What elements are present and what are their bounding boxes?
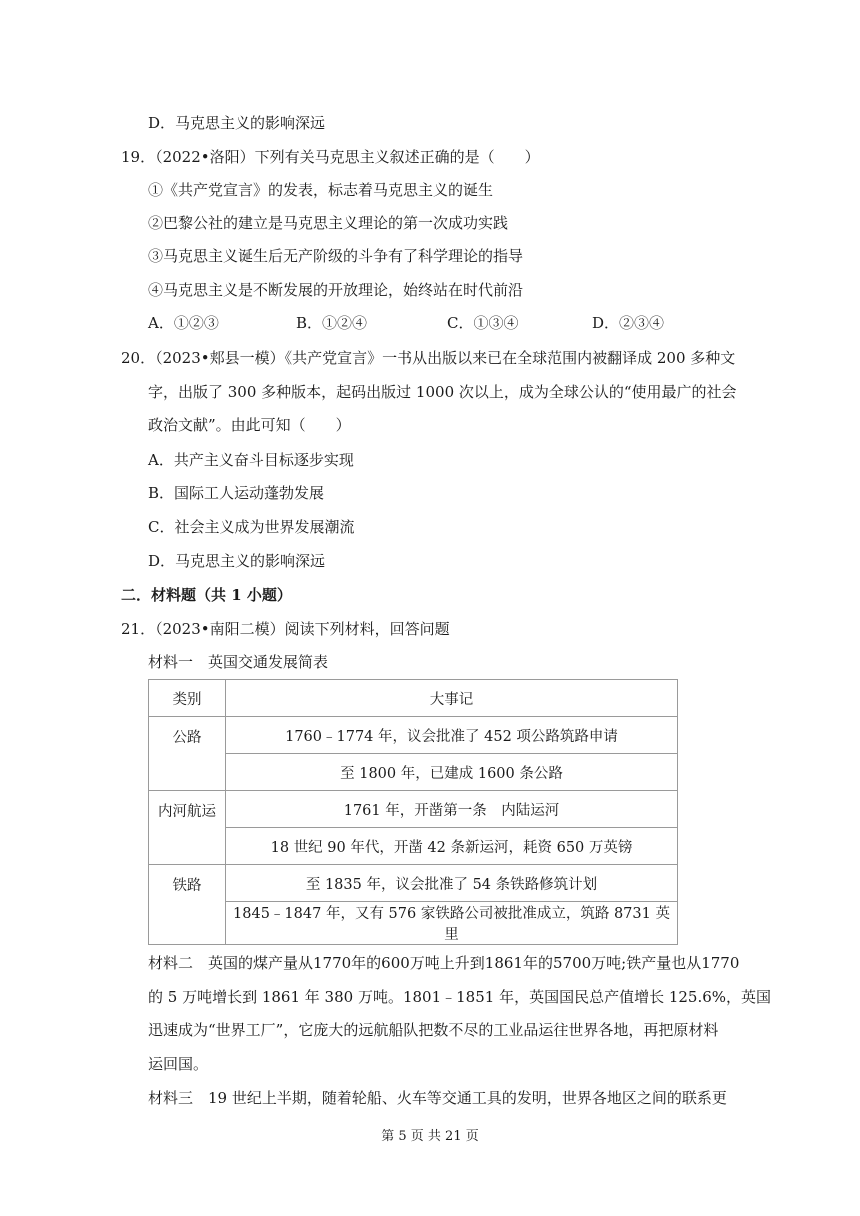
table-row bbox=[149, 865, 678, 902]
q19-option-a: A．①②③ bbox=[148, 314, 219, 332]
q20-option-c: C．社会主义成为世界发展潮流 bbox=[148, 518, 355, 536]
q19-stem: 19．（2022•洛阳）下列有关马克思主义叙述正确的是（ ） bbox=[121, 148, 540, 166]
q18-option-d: D．马克思主义的影响深远 bbox=[148, 114, 326, 132]
page-footer: 第 5 页 共 21 页 bbox=[381, 1129, 479, 1144]
table-row bbox=[149, 754, 678, 791]
q19-option-c: C．①③④ bbox=[447, 314, 519, 332]
table-category-road: 公路 bbox=[149, 717, 226, 791]
q19-statement-3: ③马克思主义诞生后无产阶级的斗争有了科学理论的指导 bbox=[148, 247, 524, 265]
material2-line-3: 迅速成为“世界工厂”，它庞大的远航船队把数不尽的工业品运往世界各地，再把原材料 bbox=[148, 1021, 719, 1039]
q20-stem-line-1: 20．（2023•郏县一模）《共产党宣言》一书从出版以来已在全球范围内被翻译成 200 多种文 bbox=[121, 349, 736, 367]
table-header-row bbox=[149, 680, 678, 717]
q19-option-b: B．①②④ bbox=[296, 314, 368, 332]
table-row bbox=[149, 902, 678, 945]
q20-option-a: A．共产主义奋斗目标逐步实现 bbox=[148, 451, 354, 469]
table-event: 1761 年，开凿第一条 内陆运河 bbox=[226, 791, 678, 828]
transport-table bbox=[148, 679, 678, 945]
material2-line-1: 材料二 英国的煤产量从1770年的600万吨上升到1861年的5700万吨;铁产量也从1770 bbox=[148, 954, 740, 972]
table-row bbox=[149, 828, 678, 865]
q19-statement-4: ④马克思主义是不断发展的开放理论，始终站在时代前沿 bbox=[148, 281, 524, 299]
table-event: 至 1800 年，已建成 1600 条公路 bbox=[226, 754, 678, 791]
table-header-category: 类别 bbox=[149, 680, 226, 717]
q20-stem-line-2: 字，出版了 300 多种版本，起码出版过 1000 次以上，成为全球公认的“使用最广的社会 bbox=[148, 383, 737, 401]
table-event: 1845﹣1847 年，又有 576 家铁路公司被批准成立，筑路 8731 英里 bbox=[226, 902, 678, 945]
material1-title: 材料一 英国交通发展简表 bbox=[148, 653, 329, 671]
table-event: 至 1835 年，议会批准了 54 条铁路修筑计划 bbox=[226, 865, 678, 902]
table-category-railway: 铁路 bbox=[149, 865, 226, 945]
q19-statement-2: ②巴黎公社的建立是马克思主义理论的第一次成功实践 bbox=[148, 214, 509, 232]
q20-stem-line-3: 政治文献”。由此可知（ ） bbox=[148, 416, 351, 434]
table-row bbox=[149, 717, 678, 754]
q19-statement-1: ①《共产党宣言》的发表，标志着马克思主义的诞生 bbox=[148, 181, 494, 199]
material2-line-2: 的 5 万吨增长到 1861 年 380 万吨。1801﹣1851 年，英国国民总产值增长 125.6%，英国 bbox=[148, 988, 772, 1006]
table-header-events: 大事记 bbox=[226, 680, 678, 717]
material3-line-1: 材料三 19 世纪上半期，随着轮船、火车等交通工具的发明，世界各地区之间的联系更 bbox=[148, 1089, 727, 1107]
q19-options bbox=[148, 313, 748, 333]
table-event: 1760﹣1774 年，议会批准了 452 项公路筑路申请 bbox=[226, 717, 678, 754]
table-event: 18 世纪 90 年代，开凿 42 条新运河，耗资 650 万英镑 bbox=[226, 828, 678, 865]
q19-option-d: D．②③④ bbox=[592, 314, 665, 332]
table-category-inland-waterway: 内河航运 bbox=[149, 791, 226, 865]
table-row bbox=[149, 791, 678, 828]
q20-option-d: D．马克思主义的影响深远 bbox=[148, 552, 326, 570]
q21-stem: 21．（2023•南阳二模）阅读下列材料，回答问题 bbox=[121, 620, 450, 638]
section-heading: 二．材料题（共 1 小题） bbox=[121, 586, 292, 604]
material2-line-4: 运回国。 bbox=[148, 1055, 209, 1073]
q20-option-b: B．国际工人运动蓬勃发展 bbox=[148, 484, 325, 502]
